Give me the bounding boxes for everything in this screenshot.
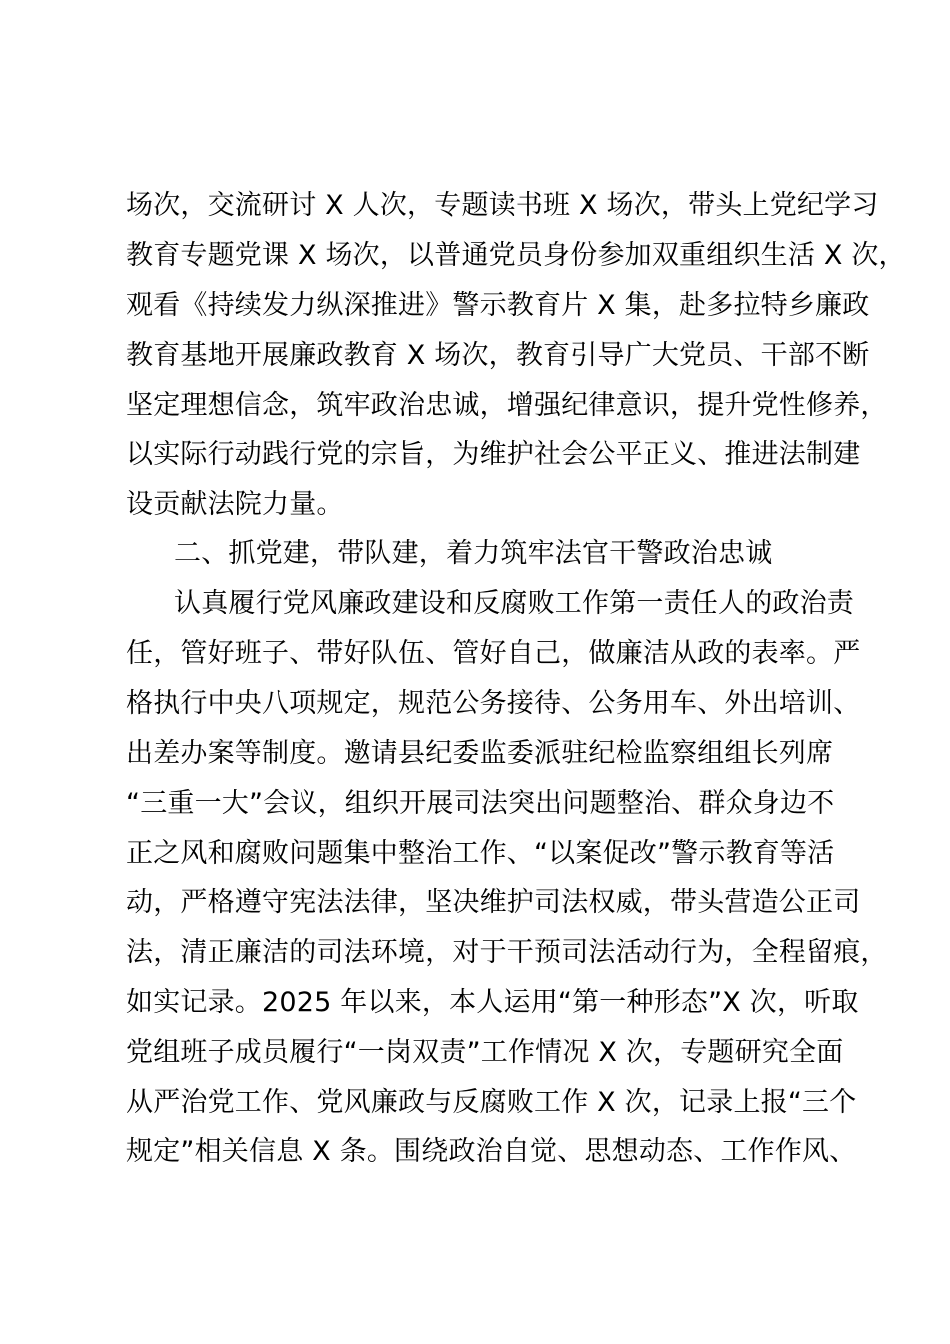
paragraph-1-line: 观看《持续发力纵深推进》警示教育片 X 集，赴多拉特乡廉政: [126, 290, 870, 321]
paragraph-2-line: “三重一大”会议，组织开展司法突出问题整治、群众身边不: [126, 788, 835, 819]
paragraph-1-line: 教育专题党课 X 场次，以普通党员身份参加双重组织生活 X 次，: [126, 240, 906, 271]
paragraph-2-line: 法，清正廉洁的司法环境，对于干预司法活动行为，全程留痕，: [126, 937, 888, 968]
paragraph-2-line: 格执行中央八项规定，规范公务接待、公务用车、外出培训、: [126, 688, 861, 719]
paragraph-2-line: 出差办案等制度。邀请县纪委监委派驻纪检监察组组长列席: [126, 738, 834, 769]
paragraph-1-line: 场次，交流研讨 X 人次，专题读书班 X 场次，带头上党纪学习: [126, 190, 879, 221]
paragraph-2-line: 党组班子成员履行“一岗双责”工作情况 X 次，专题研究全面: [126, 1037, 844, 1068]
paragraph-1-line: 以实际行动践行党的宗旨，为维护社会公平正义、推进法制建: [126, 439, 861, 470]
paragraph-2-line: 如实记录。2025 年以来，本人运用“第一种形态”X 次，听取: [126, 987, 859, 1018]
paragraph-2-line: 正之风和腐败问题集中整治工作、“以案促改”警示教育等活: [126, 838, 835, 869]
paragraph-2-line: 认真履行党风廉政建设和反腐败工作第一责任人的政治责: [174, 588, 854, 619]
section-heading: 二、抓党建，带队建，着力筑牢法官干警政治忠诚: [174, 538, 773, 569]
paragraph-1-line: 设贡献法院力量。: [126, 489, 344, 520]
paragraph-1-line: 坚定理想信念，筑牢政治忠诚，增强纪律意识，提升党性修养，: [126, 390, 888, 421]
paragraph-1-line: 教育基地开展廉政教育 X 场次，教育引导广大党员、干部不断: [126, 340, 870, 371]
paragraph-2-line: 动，严格遵守宪法法律，坚决维护司法权威，带头营造公正司: [126, 887, 861, 918]
paragraph-2-line: 任，管好班子、带好队伍、管好自己，做廉洁从政的表率。严: [126, 638, 861, 669]
paragraph-2-line: 从严治党工作、党风廉政与反腐败工作 X 次，记录上报“三个: [126, 1087, 857, 1118]
paragraph-2-line: 规定”相关信息 X 条。围绕政治自觉、思想动态、工作作风、: [126, 1136, 857, 1167]
